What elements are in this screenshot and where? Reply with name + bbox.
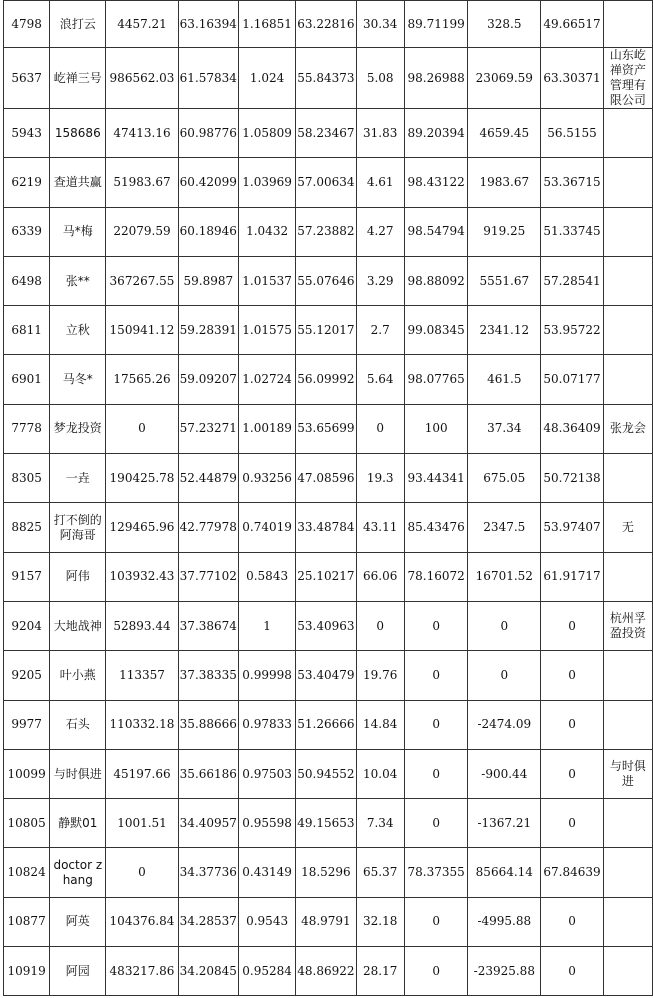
value-cell-2: 35.66186 bbox=[178, 749, 238, 798]
value-cell-7: 0 bbox=[468, 651, 541, 700]
value-cell-2: 63.16394 bbox=[178, 1, 238, 48]
value-cell-2: 59.28391 bbox=[178, 306, 238, 355]
value-cell-6: 98.43122 bbox=[404, 158, 468, 207]
value-cell-5: 4.27 bbox=[356, 207, 404, 256]
id-cell: 10824 bbox=[4, 848, 50, 897]
table-row bbox=[4, 651, 653, 700]
value-cell-3: 0.99998 bbox=[238, 651, 295, 700]
value-cell-6: 98.54794 bbox=[404, 207, 468, 256]
value-cell-3: 0.9543 bbox=[238, 897, 295, 946]
value-cell-7: 461.5 bbox=[468, 355, 541, 404]
value-cell-6: 89.71199 bbox=[404, 1, 468, 48]
value-cell-2: 57.23271 bbox=[178, 404, 238, 453]
name-cell: 立秋 bbox=[50, 306, 106, 355]
table-row bbox=[4, 404, 653, 453]
name-cell: 浪打云 bbox=[50, 1, 106, 48]
value-cell-1: 47413.16 bbox=[106, 109, 178, 158]
note-cell: 与时俱进 bbox=[603, 749, 652, 798]
value-cell-7: 919.25 bbox=[468, 207, 541, 256]
value-cell-2: 59.8987 bbox=[178, 256, 238, 305]
table-row bbox=[4, 897, 653, 946]
value-cell-6: 0 bbox=[404, 947, 468, 996]
value-cell-2: 34.28537 bbox=[178, 897, 238, 946]
name-cell: 打不倒的阿海哥 bbox=[50, 503, 106, 552]
value-cell-2: 34.20845 bbox=[178, 947, 238, 996]
value-cell-2: 60.42099 bbox=[178, 158, 238, 207]
value-cell-7: 0 bbox=[468, 601, 541, 650]
ranking-table bbox=[3, 0, 653, 996]
value-cell-7: -1367.21 bbox=[468, 799, 541, 848]
id-cell: 5637 bbox=[4, 48, 50, 109]
name-cell: 阿伟 bbox=[50, 552, 106, 601]
value-cell-2: 34.40957 bbox=[178, 799, 238, 848]
value-cell-8: 67.84639 bbox=[541, 848, 604, 897]
value-cell-1: 0 bbox=[106, 848, 178, 897]
value-cell-4: 57.00634 bbox=[296, 158, 356, 207]
id-cell: 6498 bbox=[4, 256, 50, 305]
value-cell-6: 0 bbox=[404, 897, 468, 946]
value-cell-1: 103932.43 bbox=[106, 552, 178, 601]
value-cell-5: 32.18 bbox=[356, 897, 404, 946]
value-cell-1: 1001.51 bbox=[106, 799, 178, 848]
value-cell-1: 17565.26 bbox=[106, 355, 178, 404]
note-cell: 无 bbox=[603, 503, 652, 552]
value-cell-1: 22079.59 bbox=[106, 207, 178, 256]
value-cell-7: -2474.09 bbox=[468, 700, 541, 749]
value-cell-5: 5.64 bbox=[356, 355, 404, 404]
value-cell-4: 47.08596 bbox=[296, 454, 356, 503]
value-cell-8: 0 bbox=[541, 897, 604, 946]
table-row bbox=[4, 306, 653, 355]
value-cell-3: 1.00189 bbox=[238, 404, 295, 453]
value-cell-6: 0 bbox=[404, 749, 468, 798]
id-cell: 10805 bbox=[4, 799, 50, 848]
table-row bbox=[4, 355, 653, 404]
value-cell-8: 0 bbox=[541, 651, 604, 700]
name-cell: 阿英 bbox=[50, 897, 106, 946]
value-cell-6: 98.07765 bbox=[404, 355, 468, 404]
name-cell: 158686 bbox=[50, 109, 106, 158]
value-cell-5: 65.37 bbox=[356, 848, 404, 897]
note-cell bbox=[603, 207, 652, 256]
value-cell-4: 53.40963 bbox=[296, 601, 356, 650]
id-cell: 10919 bbox=[4, 947, 50, 996]
value-cell-2: 61.57834 bbox=[178, 48, 238, 109]
value-cell-6: 98.88092 bbox=[404, 256, 468, 305]
value-cell-3: 1.0432 bbox=[238, 207, 295, 256]
value-cell-8: 50.07177 bbox=[541, 355, 604, 404]
name-cell: 马冬* bbox=[50, 355, 106, 404]
value-cell-7: -23925.88 bbox=[468, 947, 541, 996]
value-cell-3: 0.74019 bbox=[238, 503, 295, 552]
table-row bbox=[4, 109, 653, 158]
table-row bbox=[4, 749, 653, 798]
name-cell: 叶小燕 bbox=[50, 651, 106, 700]
value-cell-5: 2.7 bbox=[356, 306, 404, 355]
value-cell-4: 63.22816 bbox=[296, 1, 356, 48]
value-cell-4: 55.07646 bbox=[296, 256, 356, 305]
name-cell: 与时俱进 bbox=[50, 749, 106, 798]
value-cell-3: 0.97503 bbox=[238, 749, 295, 798]
value-cell-4: 25.10217 bbox=[296, 552, 356, 601]
table-row bbox=[4, 552, 653, 601]
id-cell: 6339 bbox=[4, 207, 50, 256]
table-row bbox=[4, 799, 653, 848]
note-cell bbox=[603, 1, 652, 48]
table-row bbox=[4, 503, 653, 552]
value-cell-3: 1.01537 bbox=[238, 256, 295, 305]
table-row bbox=[4, 48, 653, 109]
note-cell bbox=[603, 848, 652, 897]
value-cell-7: 5551.67 bbox=[468, 256, 541, 305]
note-cell bbox=[603, 651, 652, 700]
value-cell-6: 85.43476 bbox=[404, 503, 468, 552]
value-cell-5: 14.84 bbox=[356, 700, 404, 749]
value-cell-8: 0 bbox=[541, 700, 604, 749]
value-cell-5: 3.29 bbox=[356, 256, 404, 305]
name-cell: 静默01 bbox=[50, 799, 106, 848]
value-cell-7: 1983.67 bbox=[468, 158, 541, 207]
value-cell-8: 61.91717 bbox=[541, 552, 604, 601]
note-cell bbox=[603, 109, 652, 158]
value-cell-7: 4659.45 bbox=[468, 109, 541, 158]
value-cell-4: 49.15653 bbox=[296, 799, 356, 848]
note-cell bbox=[603, 947, 652, 996]
value-cell-2: 34.37736 bbox=[178, 848, 238, 897]
value-cell-4: 58.23467 bbox=[296, 109, 356, 158]
value-cell-8: 51.33745 bbox=[541, 207, 604, 256]
value-cell-5: 30.34 bbox=[356, 1, 404, 48]
name-cell: 阿园 bbox=[50, 947, 106, 996]
table-row bbox=[4, 256, 653, 305]
table-row bbox=[4, 601, 653, 650]
value-cell-2: 60.18946 bbox=[178, 207, 238, 256]
value-cell-5: 0 bbox=[356, 404, 404, 453]
value-cell-8: 0 bbox=[541, 947, 604, 996]
value-cell-1: 104376.84 bbox=[106, 897, 178, 946]
value-cell-4: 33.48784 bbox=[296, 503, 356, 552]
value-cell-4: 53.40479 bbox=[296, 651, 356, 700]
name-cell: 屹禅三号 bbox=[50, 48, 106, 109]
value-cell-4: 48.9791 bbox=[296, 897, 356, 946]
value-cell-5: 28.17 bbox=[356, 947, 404, 996]
value-cell-3: 1.02724 bbox=[238, 355, 295, 404]
value-cell-3: 1.024 bbox=[238, 48, 295, 109]
value-cell-8: 49.66517 bbox=[541, 1, 604, 48]
name-cell: 查道共赢 bbox=[50, 158, 106, 207]
value-cell-3: 1.16851 bbox=[238, 1, 295, 48]
value-cell-7: 16701.52 bbox=[468, 552, 541, 601]
value-cell-7: 37.34 bbox=[468, 404, 541, 453]
value-cell-3: 1.05809 bbox=[238, 109, 295, 158]
value-cell-6: 78.16072 bbox=[404, 552, 468, 601]
value-cell-8: 0 bbox=[541, 799, 604, 848]
id-cell: 10877 bbox=[4, 897, 50, 946]
name-cell: 马*梅 bbox=[50, 207, 106, 256]
name-cell: 张** bbox=[50, 256, 106, 305]
name-cell: 石头 bbox=[50, 700, 106, 749]
value-cell-5: 19.76 bbox=[356, 651, 404, 700]
id-cell: 9977 bbox=[4, 700, 50, 749]
note-cell bbox=[603, 700, 652, 749]
value-cell-4: 57.23882 bbox=[296, 207, 356, 256]
name-cell: 一垚 bbox=[50, 454, 106, 503]
value-cell-8: 48.36409 bbox=[541, 404, 604, 453]
value-cell-8: 56.5155 bbox=[541, 109, 604, 158]
value-cell-1: 150941.12 bbox=[106, 306, 178, 355]
value-cell-5: 4.61 bbox=[356, 158, 404, 207]
id-cell: 9204 bbox=[4, 601, 50, 650]
value-cell-5: 66.06 bbox=[356, 552, 404, 601]
value-cell-7: 328.5 bbox=[468, 1, 541, 48]
value-cell-7: 2341.12 bbox=[468, 306, 541, 355]
value-cell-2: 52.44879 bbox=[178, 454, 238, 503]
value-cell-6: 100 bbox=[404, 404, 468, 453]
value-cell-4: 18.5296 bbox=[296, 848, 356, 897]
table-row bbox=[4, 207, 653, 256]
value-cell-5: 7.34 bbox=[356, 799, 404, 848]
value-cell-2: 37.38335 bbox=[178, 651, 238, 700]
value-cell-6: 98.26988 bbox=[404, 48, 468, 109]
value-cell-6: 99.08345 bbox=[404, 306, 468, 355]
note-cell bbox=[603, 552, 652, 601]
note-cell bbox=[603, 256, 652, 305]
id-cell: 6901 bbox=[4, 355, 50, 404]
value-cell-2: 60.98776 bbox=[178, 109, 238, 158]
name-cell: 大地战神 bbox=[50, 601, 106, 650]
value-cell-6: 0 bbox=[404, 651, 468, 700]
value-cell-6: 0 bbox=[404, 601, 468, 650]
value-cell-6: 89.20394 bbox=[404, 109, 468, 158]
value-cell-2: 59.09207 bbox=[178, 355, 238, 404]
id-cell: 9205 bbox=[4, 651, 50, 700]
value-cell-6: 93.44341 bbox=[404, 454, 468, 503]
value-cell-1: 45197.66 bbox=[106, 749, 178, 798]
value-cell-4: 55.12017 bbox=[296, 306, 356, 355]
note-cell bbox=[603, 897, 652, 946]
value-cell-1: 483217.86 bbox=[106, 947, 178, 996]
note-cell: 山东屹禅资产管理有限公司 bbox=[603, 48, 652, 109]
value-cell-3: 0.43149 bbox=[238, 848, 295, 897]
value-cell-7: 675.05 bbox=[468, 454, 541, 503]
value-cell-7: 2347.5 bbox=[468, 503, 541, 552]
value-cell-8: 0 bbox=[541, 601, 604, 650]
value-cell-4: 56.09992 bbox=[296, 355, 356, 404]
value-cell-1: 986562.03 bbox=[106, 48, 178, 109]
id-cell: 6811 bbox=[4, 306, 50, 355]
value-cell-1: 367267.55 bbox=[106, 256, 178, 305]
id-cell: 4798 bbox=[4, 1, 50, 48]
value-cell-3: 1 bbox=[238, 601, 295, 650]
value-cell-1: 129465.96 bbox=[106, 503, 178, 552]
value-cell-4: 50.94552 bbox=[296, 749, 356, 798]
value-cell-4: 53.65699 bbox=[296, 404, 356, 453]
value-cell-2: 37.38674 bbox=[178, 601, 238, 650]
value-cell-8: 50.72138 bbox=[541, 454, 604, 503]
table-row bbox=[4, 848, 653, 897]
value-cell-4: 55.84373 bbox=[296, 48, 356, 109]
value-cell-6: 0 bbox=[404, 700, 468, 749]
value-cell-8: 57.28541 bbox=[541, 256, 604, 305]
id-cell: 8825 bbox=[4, 503, 50, 552]
value-cell-5: 5.08 bbox=[356, 48, 404, 109]
value-cell-1: 113357 bbox=[106, 651, 178, 700]
note-cell bbox=[603, 306, 652, 355]
value-cell-3: 1.03969 bbox=[238, 158, 295, 207]
id-cell: 6219 bbox=[4, 158, 50, 207]
value-cell-3: 1.01575 bbox=[238, 306, 295, 355]
value-cell-3: 0.97833 bbox=[238, 700, 295, 749]
table-row bbox=[4, 947, 653, 996]
table-body bbox=[4, 1, 653, 996]
value-cell-4: 51.26666 bbox=[296, 700, 356, 749]
note-cell bbox=[603, 355, 652, 404]
value-cell-6: 78.37355 bbox=[404, 848, 468, 897]
value-cell-8: 53.97407 bbox=[541, 503, 604, 552]
value-cell-5: 31.83 bbox=[356, 109, 404, 158]
value-cell-7: -900.44 bbox=[468, 749, 541, 798]
value-cell-3: 0.93256 bbox=[238, 454, 295, 503]
value-cell-4: 48.86922 bbox=[296, 947, 356, 996]
value-cell-2: 37.77102 bbox=[178, 552, 238, 601]
note-cell: 杭州孚盈投资 bbox=[603, 601, 652, 650]
value-cell-3: 0.5843 bbox=[238, 552, 295, 601]
value-cell-8: 63.30371 bbox=[541, 48, 604, 109]
table-row bbox=[4, 700, 653, 749]
value-cell-5: 10.04 bbox=[356, 749, 404, 798]
value-cell-1: 190425.78 bbox=[106, 454, 178, 503]
note-cell bbox=[603, 799, 652, 848]
name-cell: 梦龙投资 bbox=[50, 404, 106, 453]
value-cell-8: 53.95722 bbox=[541, 306, 604, 355]
value-cell-2: 42.77978 bbox=[178, 503, 238, 552]
value-cell-7: -4995.88 bbox=[468, 897, 541, 946]
value-cell-1: 51983.67 bbox=[106, 158, 178, 207]
note-cell: 张龙会 bbox=[603, 404, 652, 453]
id-cell: 7778 bbox=[4, 404, 50, 453]
value-cell-3: 0.95598 bbox=[238, 799, 295, 848]
note-cell bbox=[603, 454, 652, 503]
note-cell bbox=[603, 158, 652, 207]
value-cell-7: 85664.14 bbox=[468, 848, 541, 897]
value-cell-5: 0 bbox=[356, 601, 404, 650]
value-cell-1: 52893.44 bbox=[106, 601, 178, 650]
value-cell-3: 0.95284 bbox=[238, 947, 295, 996]
id-cell: 8305 bbox=[4, 454, 50, 503]
value-cell-6: 0 bbox=[404, 799, 468, 848]
id-cell: 9157 bbox=[4, 552, 50, 601]
id-cell: 5943 bbox=[4, 109, 50, 158]
value-cell-8: 53.36715 bbox=[541, 158, 604, 207]
id-cell: 10099 bbox=[4, 749, 50, 798]
value-cell-5: 19.3 bbox=[356, 454, 404, 503]
table-row bbox=[4, 158, 653, 207]
table-row bbox=[4, 1, 653, 48]
value-cell-1: 0 bbox=[106, 404, 178, 453]
value-cell-8: 0 bbox=[541, 749, 604, 798]
value-cell-7: 23069.59 bbox=[468, 48, 541, 109]
table-row bbox=[4, 454, 653, 503]
value-cell-2: 35.88666 bbox=[178, 700, 238, 749]
name-cell: doctor zhang bbox=[50, 848, 106, 897]
value-cell-5: 43.11 bbox=[356, 503, 404, 552]
value-cell-1: 110332.18 bbox=[106, 700, 178, 749]
value-cell-1: 4457.21 bbox=[106, 1, 178, 48]
